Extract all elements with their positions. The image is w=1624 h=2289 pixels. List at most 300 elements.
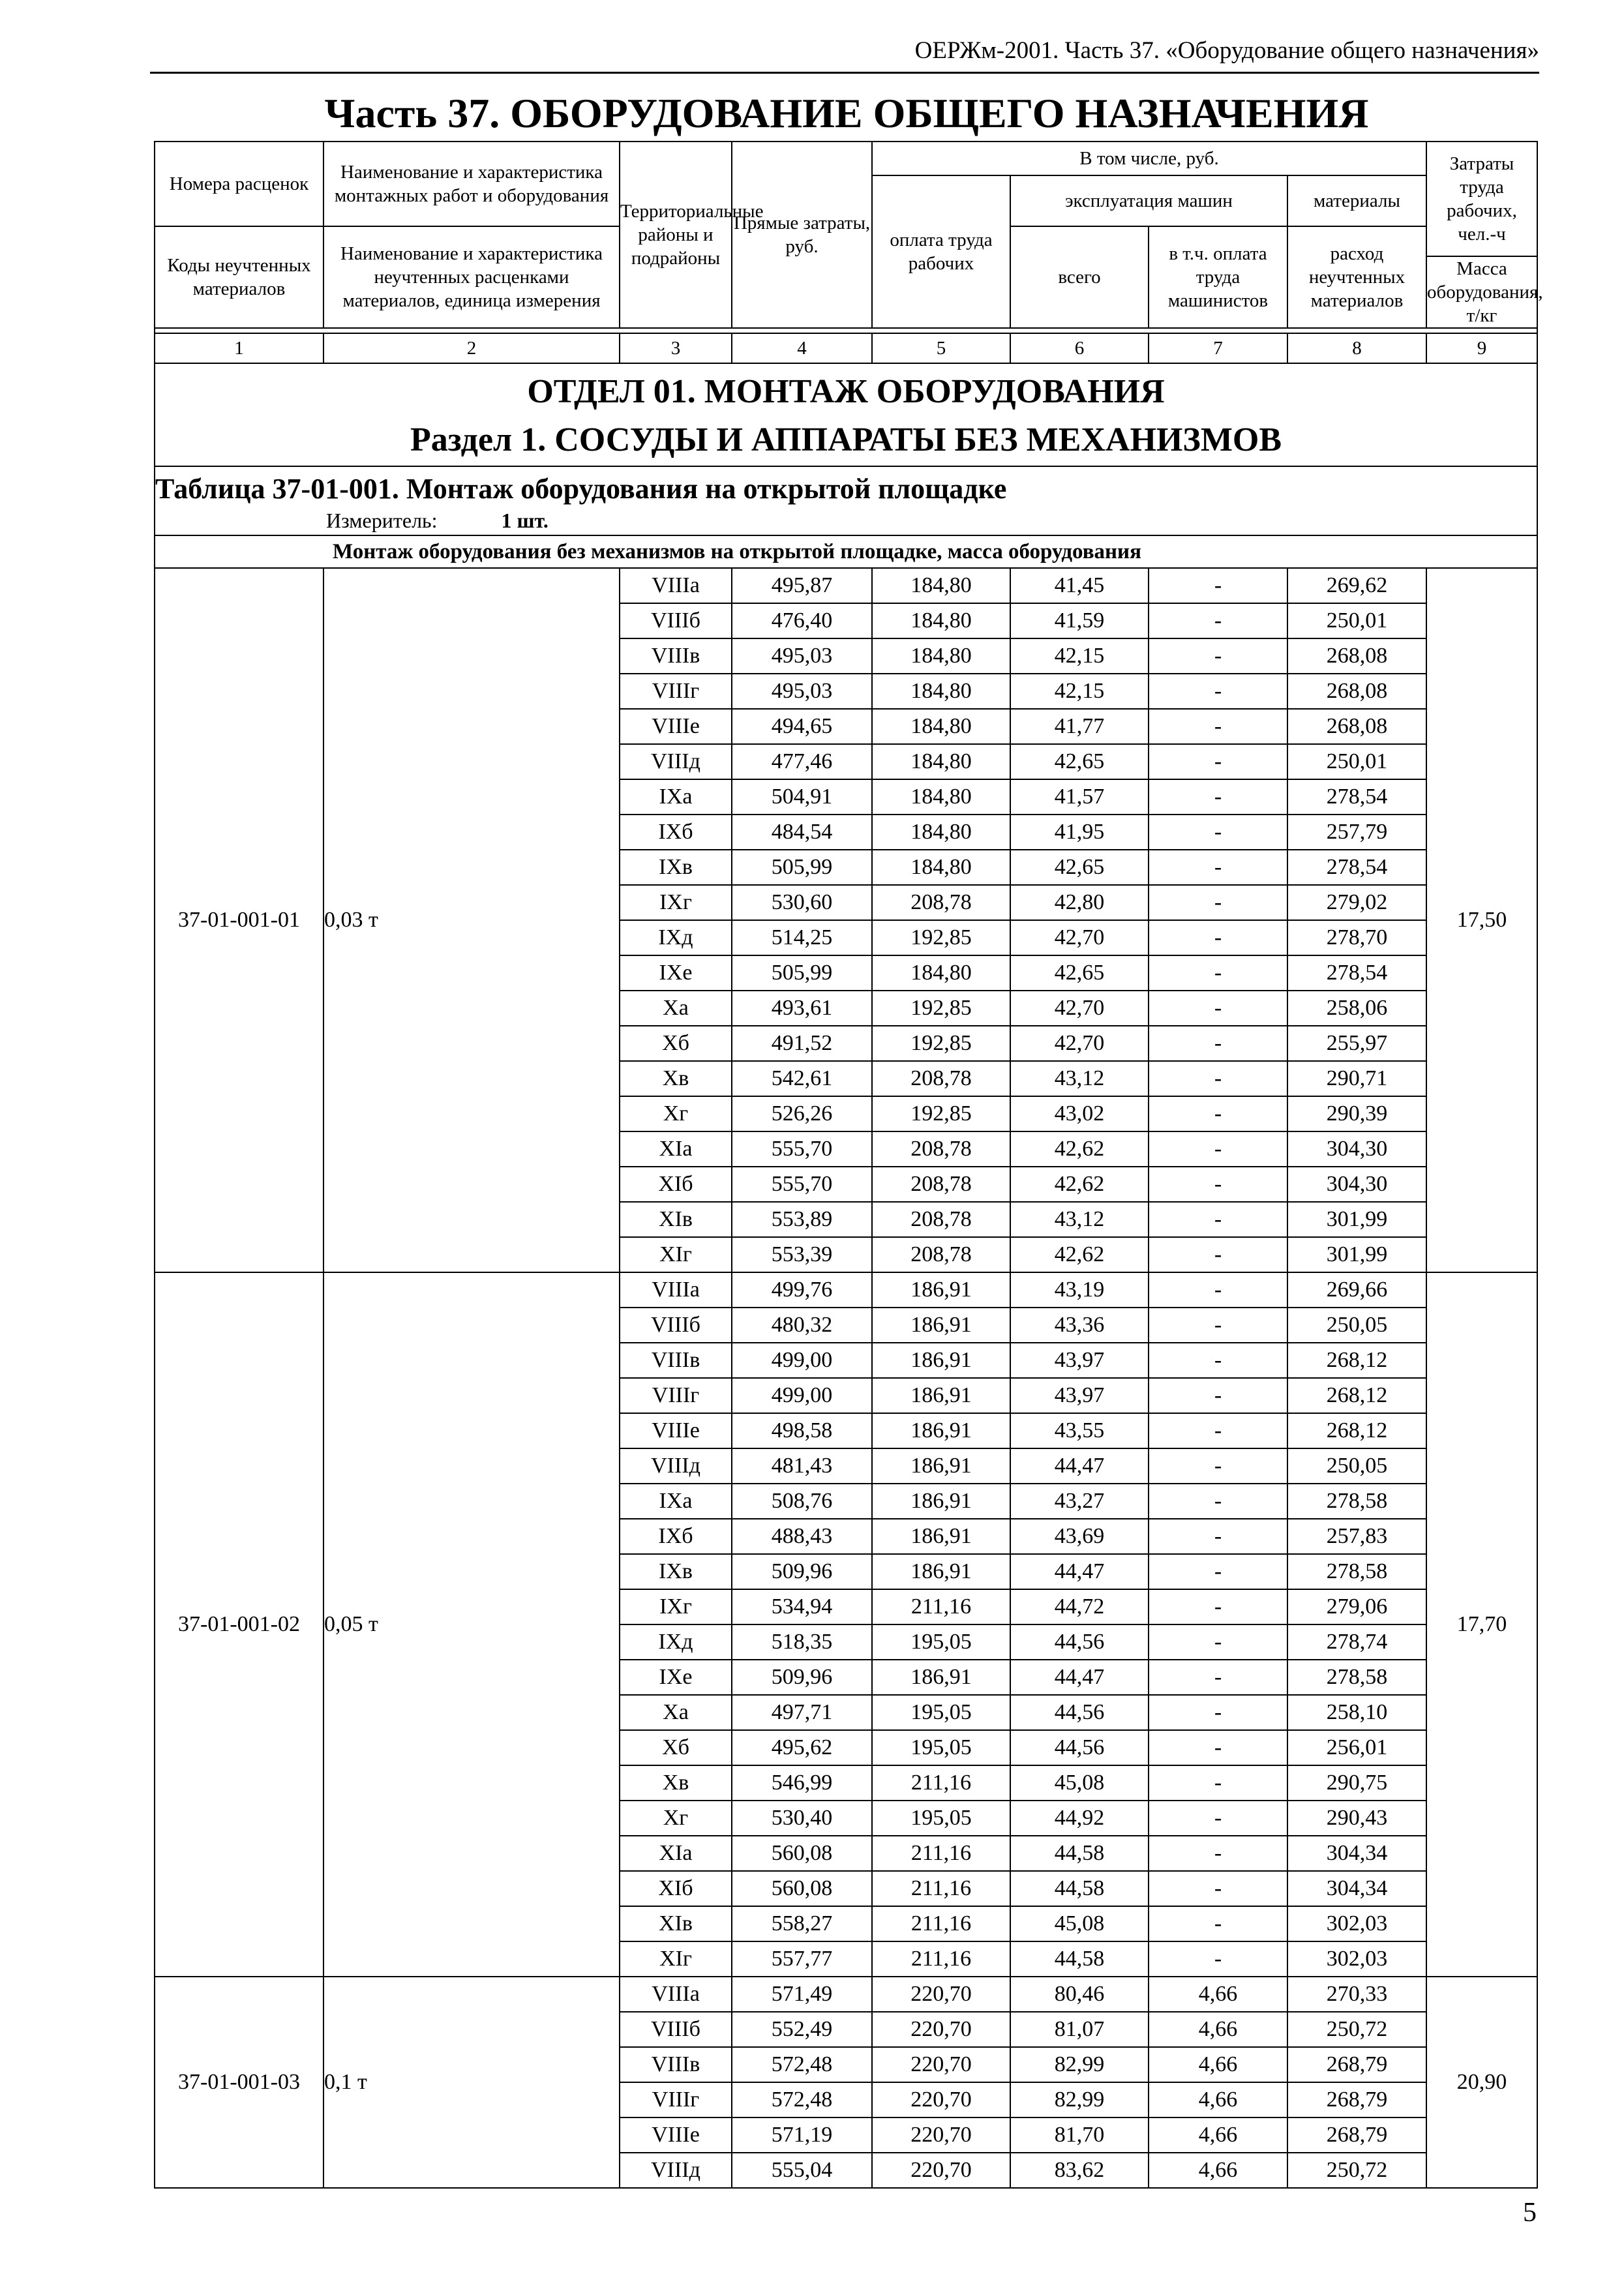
- machines-total: 81,07: [1010, 2012, 1149, 2047]
- machines-total: 42,70: [1010, 991, 1149, 1026]
- materials-cost: 302,03: [1287, 1941, 1426, 1977]
- operator-wages: -: [1149, 1308, 1287, 1343]
- materials-cost: 256,01: [1287, 1730, 1426, 1765]
- worker-wages: 184,80: [872, 744, 1010, 779]
- worker-wages: 186,91: [872, 1484, 1010, 1519]
- direct-costs: 572,48: [732, 2082, 872, 2117]
- materials-cost: 268,08: [1287, 638, 1426, 674]
- materials-cost: 278,70: [1287, 920, 1426, 955]
- operator-wages: -: [1149, 744, 1287, 779]
- subheader-title: Монтаж оборудования без механизмов на открытой площадке, масса оборудования: [333, 539, 1141, 563]
- operator-wages: -: [1149, 779, 1287, 815]
- worker-wages: 220,70: [872, 2047, 1010, 2082]
- worker-wages: 186,91: [872, 1413, 1010, 1448]
- operator-wages: -: [1149, 674, 1287, 709]
- territorial-district: VIIIг: [620, 1378, 732, 1413]
- direct-costs: 495,62: [732, 1730, 872, 1765]
- direct-costs: 477,46: [732, 744, 872, 779]
- direct-costs: 495,87: [732, 568, 872, 603]
- operator-wages: -: [1149, 1589, 1287, 1624]
- territorial-district: Xб: [620, 1730, 732, 1765]
- machines-total: 41,59: [1010, 603, 1149, 638]
- materials-cost: 257,79: [1287, 815, 1426, 850]
- territorial-district: VIIIа: [620, 1977, 732, 2012]
- worker-wages: 186,91: [872, 1519, 1010, 1554]
- worker-wages: 211,16: [872, 1589, 1010, 1624]
- machines-total: 44,56: [1010, 1695, 1149, 1730]
- direct-costs: 542,61: [732, 1061, 872, 1096]
- department-title: ОТДЕЛ 01. МОНТАЖ ОБОРУДОВАНИЯ: [527, 373, 1165, 410]
- machines-total: 42,62: [1010, 1131, 1149, 1167]
- machines-total: 43,36: [1010, 1308, 1149, 1343]
- worker-wages: 220,70: [872, 2153, 1010, 2188]
- operator-wages: -: [1149, 1765, 1287, 1801]
- machines-total: 42,15: [1010, 674, 1149, 709]
- direct-costs: 495,03: [732, 638, 872, 674]
- header-material-use: расход неучтенных материалов: [1287, 226, 1426, 328]
- worker-wages: 186,91: [872, 1448, 1010, 1484]
- direct-costs: 498,58: [732, 1413, 872, 1448]
- operator-wages: -: [1149, 568, 1287, 603]
- territorial-district: IXв: [620, 1554, 732, 1589]
- operator-wages: -: [1149, 955, 1287, 991]
- worker-wages: 184,80: [872, 638, 1010, 674]
- column-number: 8: [1287, 333, 1426, 363]
- column-number: 7: [1149, 333, 1287, 363]
- worker-wages: 184,80: [872, 674, 1010, 709]
- worker-wages: 184,80: [872, 955, 1010, 991]
- worker-wages: 184,80: [872, 709, 1010, 744]
- territorial-district: IXе: [620, 955, 732, 991]
- territorial-district: IXб: [620, 1519, 732, 1554]
- direct-costs: 555,04: [732, 2153, 872, 2188]
- direct-costs: 534,94: [732, 1589, 872, 1624]
- direct-costs: 505,99: [732, 850, 872, 885]
- operator-wages: -: [1149, 815, 1287, 850]
- meter-line: [155, 506, 1537, 535]
- operator-wages: 4,66: [1149, 2047, 1287, 2082]
- territorial-district: VIIIв: [620, 1343, 732, 1378]
- worker-wages: 208,78: [872, 1167, 1010, 1202]
- operator-wages: -: [1149, 638, 1287, 674]
- materials-cost: 270,33: [1287, 1977, 1426, 2012]
- header-labor-costs: Затраты труда рабочих, чел.-ч: [1426, 142, 1537, 256]
- territorial-district: XIв: [620, 1202, 732, 1237]
- territorial-district: VIIIв: [620, 638, 732, 674]
- worker-wages: 186,91: [872, 1660, 1010, 1695]
- header-materials: материалы: [1287, 175, 1426, 226]
- territorial-district: Xв: [620, 1061, 732, 1096]
- operator-wages: -: [1149, 1272, 1287, 1308]
- machines-total: 41,77: [1010, 709, 1149, 744]
- territorial-district: VIIIа: [620, 568, 732, 603]
- machines-total: 44,47: [1010, 1554, 1149, 1589]
- operator-wages: -: [1149, 1871, 1287, 1906]
- worker-wages: 195,05: [872, 1801, 1010, 1836]
- operator-wages: -: [1149, 920, 1287, 955]
- materials-cost: 250,05: [1287, 1448, 1426, 1484]
- rate-code: 37-01-001-03: [155, 1977, 323, 2188]
- direct-costs: 491,52: [732, 1026, 872, 1061]
- header-machines-total: всего: [1010, 226, 1149, 328]
- materials-cost: 278,54: [1287, 779, 1426, 815]
- territorial-district: XIг: [620, 1941, 732, 1977]
- worker-wages: 211,16: [872, 1906, 1010, 1941]
- territorial-district: VIIIб: [620, 1308, 732, 1343]
- direct-costs: 526,26: [732, 1096, 872, 1131]
- territorial-district: XIг: [620, 1237, 732, 1272]
- territorial-district: XIб: [620, 1871, 732, 1906]
- machines-total: 42,62: [1010, 1167, 1149, 1202]
- machines-total: 41,95: [1010, 815, 1149, 850]
- territorial-district: Xа: [620, 991, 732, 1026]
- operator-wages: 4,66: [1149, 1977, 1287, 2012]
- direct-costs: 499,00: [732, 1378, 872, 1413]
- materials-cost: 290,39: [1287, 1096, 1426, 1131]
- territorial-district: VIIIд: [620, 744, 732, 779]
- table-row: [155, 568, 1537, 603]
- operator-wages: -: [1149, 1237, 1287, 1272]
- operator-wages: -: [1149, 1695, 1287, 1730]
- machines-total: 45,08: [1010, 1765, 1149, 1801]
- territorial-district: VIIIб: [620, 603, 732, 638]
- territorial-district: Xг: [620, 1801, 732, 1836]
- section-title: Раздел 1. СОСУДЫ И АППАРАТЫ БЕЗ МЕХАНИЗМОВ: [410, 421, 1282, 458]
- territorial-district: IXд: [620, 1624, 732, 1660]
- territorial-district: XIа: [620, 1836, 732, 1871]
- direct-costs: 553,89: [732, 1202, 872, 1237]
- machines-total: 42,15: [1010, 638, 1149, 674]
- direct-costs: 509,96: [732, 1660, 872, 1695]
- machines-total: 42,70: [1010, 1026, 1149, 1061]
- materials-cost: 268,12: [1287, 1378, 1426, 1413]
- operator-wages: 4,66: [1149, 2012, 1287, 2047]
- worker-wages: 186,91: [872, 1308, 1010, 1343]
- direct-costs: 495,03: [732, 674, 872, 709]
- materials-cost: 258,06: [1287, 991, 1426, 1026]
- direct-costs: 571,19: [732, 2117, 872, 2153]
- territorial-district: VIIIб: [620, 2012, 732, 2047]
- direct-costs: 499,00: [732, 1343, 872, 1378]
- materials-cost: 278,54: [1287, 955, 1426, 991]
- machines-total: 44,56: [1010, 1730, 1149, 1765]
- machines-total: 44,92: [1010, 1801, 1149, 1836]
- subheader-cell: [155, 535, 1537, 568]
- direct-costs: 530,40: [732, 1801, 872, 1836]
- table-title: Таблица 37-01-001. Монтаж оборудования на открытой площадке: [155, 473, 1007, 505]
- territorial-district: VIIIе: [620, 2117, 732, 2153]
- machines-total: 42,65: [1010, 850, 1149, 885]
- direct-costs: 504,91: [732, 779, 872, 815]
- column-number: 4: [732, 333, 872, 363]
- machines-total: 41,57: [1010, 779, 1149, 815]
- materials-cost: 290,71: [1287, 1061, 1426, 1096]
- territorial-district: VIIIд: [620, 2153, 732, 2188]
- header-equipment-mass: Масса оборудования, т/кг: [1426, 256, 1537, 328]
- direct-costs: 560,08: [732, 1871, 872, 1906]
- header-direct-costs: Прямые затраты, руб.: [732, 142, 872, 328]
- machines-total: 42,80: [1010, 885, 1149, 920]
- territorial-district: Xа: [620, 1695, 732, 1730]
- labor-cost: 20,90: [1426, 1977, 1537, 2188]
- operator-wages: -: [1149, 1624, 1287, 1660]
- materials-cost: 278,58: [1287, 1660, 1426, 1695]
- materials-cost: 250,72: [1287, 2012, 1426, 2047]
- worker-wages: 184,80: [872, 603, 1010, 638]
- header-wages: оплата труда рабочих: [872, 175, 1010, 328]
- worker-wages: 220,70: [872, 2082, 1010, 2117]
- operator-wages: -: [1149, 1202, 1287, 1237]
- materials-cost: 250,72: [1287, 2153, 1426, 2188]
- direct-costs: 499,76: [732, 1272, 872, 1308]
- materials-cost: 250,01: [1287, 603, 1426, 638]
- machines-total: 42,70: [1010, 920, 1149, 955]
- worker-wages: 208,78: [872, 1237, 1010, 1272]
- materials-cost: 268,08: [1287, 674, 1426, 709]
- machines-total: 44,58: [1010, 1836, 1149, 1871]
- column-number: 5: [872, 333, 1010, 363]
- territorial-district: IXд: [620, 920, 732, 955]
- worker-wages: 211,16: [872, 1836, 1010, 1871]
- header-territorial-districts: Территориальные районы и подрайоны: [620, 142, 732, 328]
- direct-costs: 484,54: [732, 815, 872, 850]
- machines-total: 42,65: [1010, 955, 1149, 991]
- direct-costs: 558,27: [732, 1906, 872, 1941]
- materials-cost: 268,12: [1287, 1413, 1426, 1448]
- work-characteristic: 0,1 т: [323, 1977, 620, 2188]
- materials-cost: 278,74: [1287, 1624, 1426, 1660]
- operator-wages: 4,66: [1149, 2153, 1287, 2188]
- table-title-cell: [155, 466, 1537, 535]
- materials-cost: 268,79: [1287, 2117, 1426, 2153]
- operator-wages: -: [1149, 1026, 1287, 1061]
- territorial-district: IXе: [620, 1660, 732, 1695]
- worker-wages: 195,05: [872, 1695, 1010, 1730]
- operator-wages: 4,66: [1149, 2082, 1287, 2117]
- worker-wages: 220,70: [872, 1977, 1010, 2012]
- direct-costs: 557,77: [732, 1941, 872, 1977]
- table-row: [155, 1272, 1537, 1308]
- machines-total: 45,08: [1010, 1906, 1149, 1941]
- column-number: 6: [1010, 333, 1149, 363]
- worker-wages: 186,91: [872, 1554, 1010, 1589]
- worker-wages: 211,16: [872, 1871, 1010, 1906]
- materials-cost: 250,05: [1287, 1308, 1426, 1343]
- materials-cost: 304,30: [1287, 1167, 1426, 1202]
- territorial-district: IXв: [620, 850, 732, 885]
- materials-cost: 290,43: [1287, 1801, 1426, 1836]
- machines-total: 43,27: [1010, 1484, 1149, 1519]
- worker-wages: 211,16: [872, 1765, 1010, 1801]
- territorial-district: Xв: [620, 1765, 732, 1801]
- worker-wages: 220,70: [872, 2117, 1010, 2153]
- direct-costs: 514,25: [732, 920, 872, 955]
- worker-wages: 184,80: [872, 850, 1010, 885]
- labor-cost: 17,70: [1426, 1272, 1537, 1977]
- worker-wages: 186,91: [872, 1272, 1010, 1308]
- operator-wages: -: [1149, 850, 1287, 885]
- direct-costs: 494,65: [732, 709, 872, 744]
- column-number: 3: [620, 333, 732, 363]
- materials-cost: 269,66: [1287, 1272, 1426, 1308]
- materials-cost: 250,01: [1287, 744, 1426, 779]
- labor-cost: 17,50: [1426, 568, 1537, 1272]
- operator-wages: -: [1149, 1554, 1287, 1589]
- materials-cost: 279,02: [1287, 885, 1426, 920]
- worker-wages: 195,05: [872, 1730, 1010, 1765]
- worker-wages: 192,85: [872, 1026, 1010, 1061]
- territorial-district: VIIIв: [620, 2047, 732, 2082]
- materials-cost: 301,99: [1287, 1237, 1426, 1272]
- rate-code: 37-01-001-01: [155, 568, 323, 1272]
- direct-costs: 560,08: [732, 1836, 872, 1871]
- machines-total: 82,99: [1010, 2082, 1149, 2117]
- worker-wages: 186,91: [872, 1378, 1010, 1413]
- column-number: 2: [323, 333, 620, 363]
- operator-wages: -: [1149, 1448, 1287, 1484]
- operator-wages: 4,66: [1149, 2117, 1287, 2153]
- territorial-district: VIIIг: [620, 674, 732, 709]
- worker-wages: 208,78: [872, 1131, 1010, 1167]
- materials-cost: 257,83: [1287, 1519, 1426, 1554]
- operator-wages: -: [1149, 1906, 1287, 1941]
- operator-wages: -: [1149, 1660, 1287, 1695]
- header-work-name: Наименование и характеристика монтажных работ и оборудования: [323, 142, 620, 226]
- header-rule: [150, 72, 1539, 74]
- territorial-district: IXг: [620, 1589, 732, 1624]
- materials-cost: 301,99: [1287, 1202, 1426, 1237]
- worker-wages: 208,78: [872, 1061, 1010, 1096]
- direct-costs: 546,99: [732, 1765, 872, 1801]
- direct-costs: 555,70: [732, 1167, 872, 1202]
- part-title: Часть 37. ОБОРУДОВАНИЕ ОБЩЕГО НАЗНАЧЕНИЯ: [324, 90, 1369, 136]
- materials-cost: 304,30: [1287, 1131, 1426, 1167]
- direct-costs: 555,70: [732, 1131, 872, 1167]
- worker-wages: 195,05: [872, 1624, 1010, 1660]
- header-including: В том числе, руб.: [872, 142, 1426, 175]
- direct-costs: 493,61: [732, 991, 872, 1026]
- operator-wages: -: [1149, 1941, 1287, 1977]
- direct-costs: 488,43: [732, 1519, 872, 1554]
- operator-wages: -: [1149, 1343, 1287, 1378]
- page-number: 5: [1523, 2198, 1537, 2228]
- machines-total: 44,56: [1010, 1624, 1149, 1660]
- worker-wages: 184,80: [872, 779, 1010, 815]
- territorial-district: VIIIе: [620, 709, 732, 744]
- operator-wages: -: [1149, 991, 1287, 1026]
- header-gap: [155, 328, 1537, 333]
- header-rate-numbers: Номера расценок: [155, 142, 323, 226]
- machines-total: 44,58: [1010, 1941, 1149, 1977]
- territorial-district: Xб: [620, 1026, 732, 1061]
- running-header: ОЕРЖм-2001. Часть 37. «Оборудование общего назначения»: [914, 37, 1539, 64]
- machines-total: 43,19: [1010, 1272, 1149, 1308]
- materials-cost: 302,03: [1287, 1906, 1426, 1941]
- header-machines: эксплуатация машин: [1010, 175, 1287, 226]
- territorial-district: Xг: [620, 1096, 732, 1131]
- operator-wages: -: [1149, 885, 1287, 920]
- territorial-district: XIв: [620, 1906, 732, 1941]
- operator-wages: -: [1149, 603, 1287, 638]
- direct-costs: 518,35: [732, 1624, 872, 1660]
- machines-total: 43,69: [1010, 1519, 1149, 1554]
- direct-costs: 505,99: [732, 955, 872, 991]
- machines-total: 83,62: [1010, 2153, 1149, 2188]
- worker-wages: 220,70: [872, 2012, 1010, 2047]
- territorial-district: VIIIе: [620, 1413, 732, 1448]
- meter-label: Измеритель:: [326, 509, 438, 532]
- direct-costs: 552,49: [732, 2012, 872, 2047]
- operator-wages: -: [1149, 1836, 1287, 1871]
- machines-total: 44,47: [1010, 1660, 1149, 1695]
- operator-wages: -: [1149, 1167, 1287, 1202]
- direct-costs: 480,32: [732, 1308, 872, 1343]
- worker-wages: 184,80: [872, 815, 1010, 850]
- direct-costs: 553,39: [732, 1237, 872, 1272]
- rates-table: [154, 141, 1543, 2189]
- work-characteristic: 0,05 т: [323, 1272, 620, 1977]
- worker-wages: 192,85: [872, 991, 1010, 1026]
- territorial-district: VIIIа: [620, 1272, 732, 1308]
- table-row: [155, 1977, 1537, 2012]
- machines-total: 44,58: [1010, 1871, 1149, 1906]
- machines-total: 43,97: [1010, 1378, 1149, 1413]
- machines-total: 44,72: [1010, 1589, 1149, 1624]
- column-number: 1: [155, 333, 323, 363]
- materials-cost: 268,08: [1287, 709, 1426, 744]
- work-characteristic: 0,03 т: [323, 568, 620, 1272]
- operator-wages: -: [1149, 1061, 1287, 1096]
- machines-total: 81,70: [1010, 2117, 1149, 2153]
- worker-wages: 208,78: [872, 1202, 1010, 1237]
- territorial-district: VIIIд: [620, 1448, 732, 1484]
- operator-wages: -: [1149, 1519, 1287, 1554]
- meter-value: 1 шт.: [501, 509, 549, 532]
- operator-wages: -: [1149, 1484, 1287, 1519]
- territorial-district: IXг: [620, 885, 732, 920]
- territorial-district: IXа: [620, 1484, 732, 1519]
- materials-cost: 269,62: [1287, 568, 1426, 603]
- machines-total: 42,62: [1010, 1237, 1149, 1272]
- territorial-district: XIб: [620, 1167, 732, 1202]
- column-number: 9: [1426, 333, 1537, 363]
- materials-cost: 255,97: [1287, 1026, 1426, 1061]
- header-material-codes: Коды неучтенных материалов: [155, 226, 323, 328]
- machines-total: 43,55: [1010, 1413, 1149, 1448]
- machines-total: 82,99: [1010, 2047, 1149, 2082]
- machines-total: 43,12: [1010, 1202, 1149, 1237]
- operator-wages: -: [1149, 1801, 1287, 1836]
- materials-cost: 268,12: [1287, 1343, 1426, 1378]
- materials-cost: 278,54: [1287, 850, 1426, 885]
- territorial-district: XIа: [620, 1131, 732, 1167]
- operator-wages: -: [1149, 1378, 1287, 1413]
- materials-cost: 290,75: [1287, 1765, 1426, 1801]
- header-material-names: Наименование и характеристика неучтенных расценками материалов, единица измерения: [323, 226, 620, 328]
- operator-wages: -: [1149, 709, 1287, 744]
- territorial-district: VIIIг: [620, 2082, 732, 2117]
- header-operator-wages: в т.ч. оплата труда машинистов: [1149, 226, 1287, 328]
- section-heading: [155, 363, 1537, 466]
- machines-total: 43,02: [1010, 1096, 1149, 1131]
- machines-total: 43,12: [1010, 1061, 1149, 1096]
- operator-wages: -: [1149, 1131, 1287, 1167]
- machines-total: 44,47: [1010, 1448, 1149, 1484]
- machines-total: 42,65: [1010, 744, 1149, 779]
- materials-cost: 278,58: [1287, 1484, 1426, 1519]
- direct-costs: 508,76: [732, 1484, 872, 1519]
- direct-costs: 530,60: [732, 885, 872, 920]
